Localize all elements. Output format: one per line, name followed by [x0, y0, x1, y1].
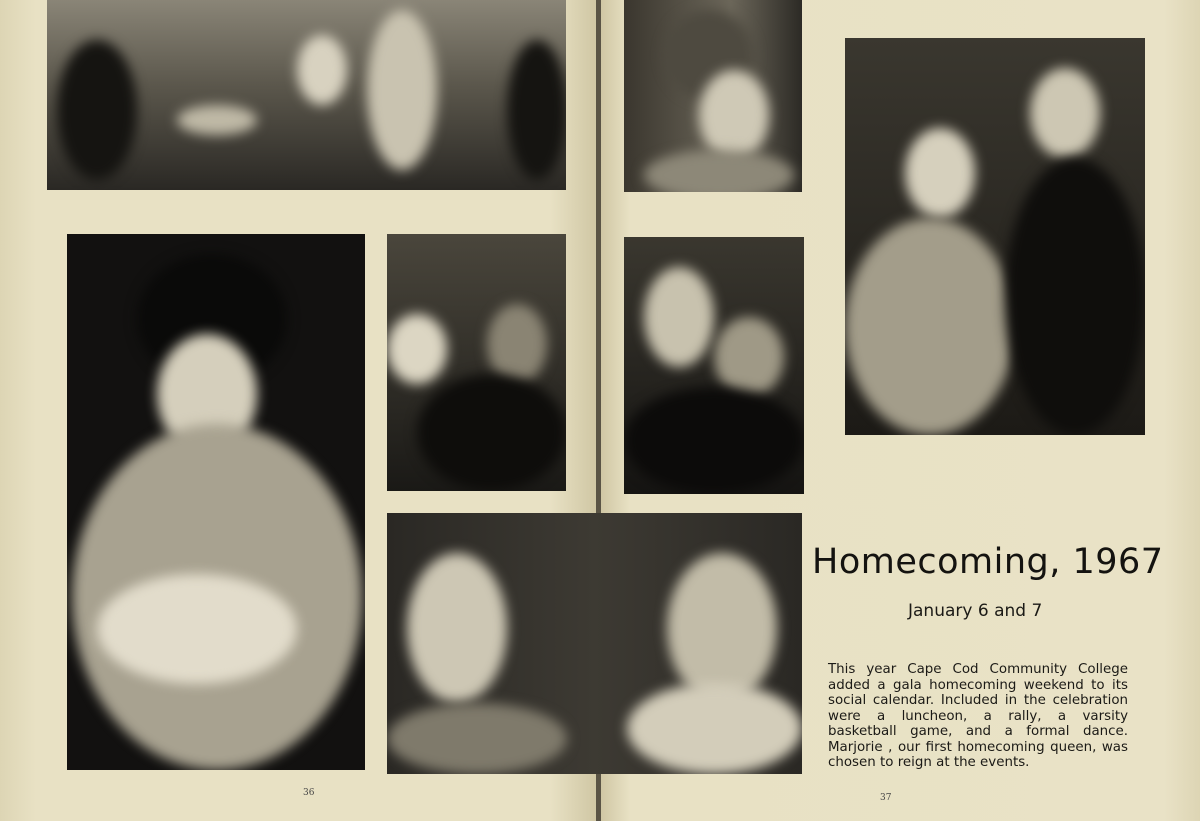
- page-number-right: 37: [880, 793, 892, 803]
- photo-couple-dancing-1: [387, 234, 566, 491]
- page-number-left: 36: [303, 788, 315, 798]
- photo-couple-dancing-2: [624, 237, 804, 494]
- photo-woman-portrait: [624, 0, 802, 192]
- photo-woman-with-camera: [67, 234, 365, 770]
- article-subtitle: January 6 and 7: [908, 601, 1043, 621]
- photo-couple-talking: [387, 513, 802, 774]
- photo-couples-at-tables: [47, 0, 566, 190]
- article-body: This year Cape Cod Community College added a gala homecoming weekend to its social calendar. Included in the celebration were a luncheon, a rally, a varsity basketball game, and a formal dance. Marjorie , our first homecoming queen, was chosen to reign at the events.: [828, 662, 1128, 770]
- photo-queen-crowning: [845, 38, 1145, 435]
- article-title: Homecoming, 1967: [812, 542, 1164, 582]
